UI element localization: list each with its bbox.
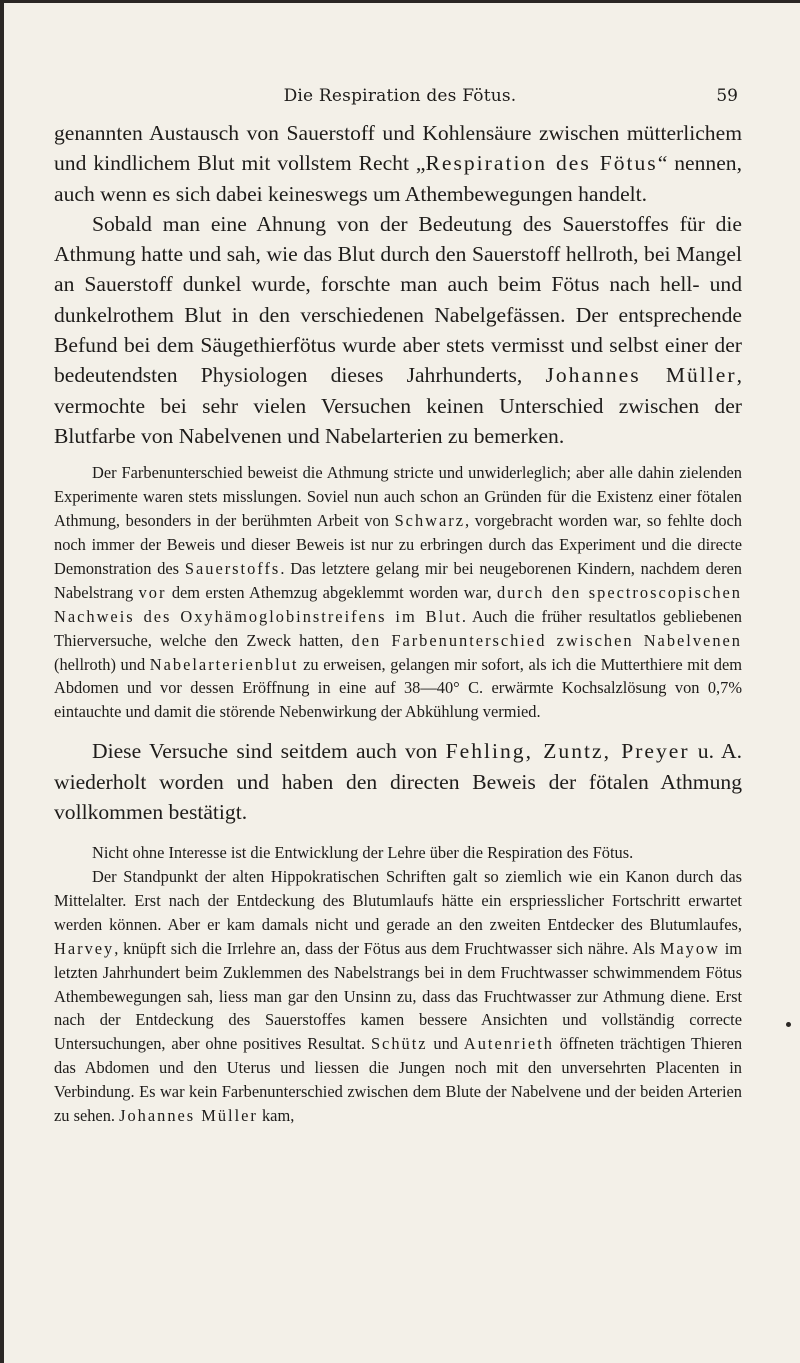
paragraph-2: Sobald man eine Ahnung von der Bedeutung des Sauerstoffes für die Athmung hatte und sah, wie das Blut durch den Sauerstoff hellroth, bei Mangel an Sauerstoff dunkel wurde, forschte man auch beim Fötus nach hell- und dunkelrothem Blut in den verschiedenen Nabelgefässen. Der entsprechende Befund bei dem Säugethierfötus wurde aber stets vermisst und selbst einer der bedeutendsten Physiologen dieses Jahrhunderts, Johannes Müller, vermochte bei sehr vielen Versuchen keinen Unterschied zwischen der Blutfarbe von Nabelvenen und Nabelarterien zu bemerken. [54, 211, 742, 448]
page-number: 59 [716, 86, 738, 106]
spaced-name: Mayow [659, 938, 720, 958]
spaced-name: Johannes Müller [119, 1106, 258, 1126]
page-body [54, 118, 742, 1128]
spaced-name: Autenrieth [463, 1034, 554, 1054]
spaced-name: Johannes Müller [545, 363, 737, 388]
margin-mark [786, 1022, 791, 1027]
paragraph-4: Diese Versuche sind seitdem auch von Fehling, Zuntz, Preyer u. A. wiederholt worden und haben den directen Beweis der fötalen Athmung vollkommen bestätigt. [54, 739, 743, 824]
spaced-name: Schwarz [394, 511, 465, 531]
spaced-name: Harvey [54, 938, 115, 958]
spaced-term: Nabelarterienblut [149, 654, 299, 674]
paragraph-3-small: Der Farbenunterschied beweist die Athmung stricte und unwiderleglich; aber alle dahin zielenden Experimente waren stets misslungen. Soviel nun auch schon an Gründen für die Existenz einer fötalen Athmung, besonders in der berühmten Arbeit von Schwarz, vorgebracht worden war, so fehlte doch noch immer der Beweis und dieser Beweis ist nur zu erbringen durch das Experiment und die directe Demonstration des Sauerstoffs. Das letztere gelang mir bei neugeborenen Kindern, nachdem deren Nabelstrang vor dem ersten Athemzug abgeklemmt worden war, durch den spectroscopischen Nachweis des Oxyhämoglobinstreifens im Blut. Auch die früher resultatlos gebliebenen Thierversuche, welche den Zweck hatten, den Farbenunterschied zwischen Nabelvenen (hellroth) und Nabelarterienblut zu erweisen, gelangen mir sofort, als ich die Mutterthiere mit dem Abdomen und vor dessen Eröffnung in eine auf 38—40° C. erwärmte Kochsalzlösung von 0,7% eintauchte und damit die störende Nebenwirkung der Abkühlung vermied. [54, 463, 743, 722]
spaced-name: Schütz [370, 1034, 428, 1054]
spaced-names: Fehling, Zuntz, Preyer [445, 739, 690, 764]
spaced-term: vor [138, 582, 167, 602]
spaced-term: durch den spectroscopischen Nachweis des Oxyhämoglobinstreifens im Blut [54, 582, 742, 626]
spaced-term: Respiration des Fötus [425, 151, 658, 176]
running-header [0, 86, 800, 110]
spaced-term: den Farbenunterschied zwischen Nabelvenen [351, 630, 742, 650]
running-title: Die Respiration des Fötus. [283, 86, 517, 106]
spaced-term: Sauerstoffs [184, 558, 281, 578]
paragraph-6-small: Der Standpunkt der alten Hippokratischen Schriften galt so ziemlich wie ein Kanon durch das Mittelalter. Erst nach der Entdeckung des Blutumlaufs hätte ein erspriesslicher Fortschritt erwartet werden können. Aber er kam damals nicht und gerade an den zweiten Entdecker des Blutumlaufes, Harvey, knüpft sich die Irrlehre an, dass der Fötus aus dem Fruchtwasser sich nähre. Als Mayow im letzten Jahrhundert beim Zuklemmen des Nabelstrangs bei in dem Fruchtwasser schwimmendem Fötus Athembewegungen sah, liess man gar den Unsinn zu, dass das Fruchtwasser zur Athmung diene. Erst nach der Entdeckung des Sauerstoffes kamen bessere Ansichten und vollständig correcte Untersuchungen, aber ohne positives Resultat. Schütz und Autenrieth öffneten trächtigen Thieren das Abdomen und den Uterus und liessen die Jungen noch mit den unversehrten Placenten in Verbindung. Es war kein Farbenunterschied zwischen dem Blute der Nabelvene und der beiden Arterien zu sehen. Johannes Müller kam, [54, 867, 743, 1126]
paragraph-1: genannten Austausch von Sauerstoff und Kohlensäure zwischen mütterlichem und kindlichem Blut mit vollstem Recht „Respiration des Fötus“ nennen, auch wenn es sich dabei keineswegs um Athembewegungen handelt. [54, 121, 742, 206]
paragraph-5-small: Nicht ohne Interesse ist die Entwicklung der Lehre über die Respiration des Fötus. [92, 843, 634, 863]
scan-edge-left [0, 0, 4, 1363]
scan-edge-top [0, 0, 800, 3]
